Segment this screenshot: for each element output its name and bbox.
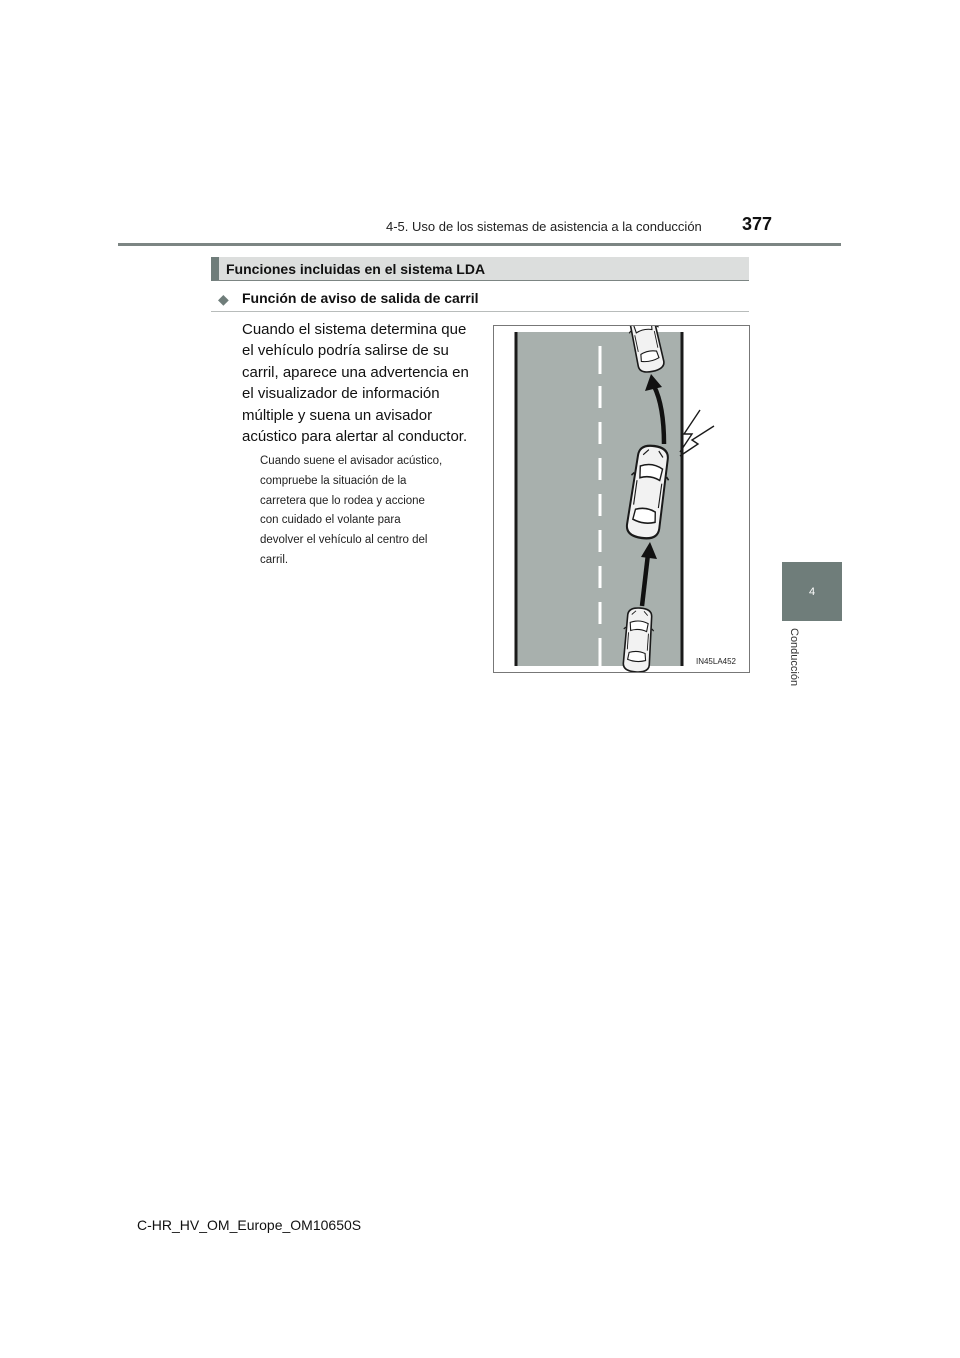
note-line: compruebe la situación de la bbox=[260, 474, 407, 487]
chapter-number: 4 bbox=[808, 585, 816, 598]
diamond-icon: ◆ bbox=[218, 291, 229, 307]
note-line: carril. bbox=[260, 553, 289, 566]
footer-document-code: C-HR_HV_OM_Europe_OM10650S bbox=[137, 1217, 362, 1233]
note-line: carretera que lo rodea y accione bbox=[260, 494, 425, 507]
body-line: el visualizador de información bbox=[242, 385, 440, 403]
body-line: Cuando el sistema determina que bbox=[242, 321, 467, 338]
lane-departure-figure bbox=[493, 325, 750, 673]
chapter-label-wrap bbox=[784, 628, 804, 708]
header-rule bbox=[118, 243, 841, 246]
body-line: acústico para alertar al conductor. bbox=[242, 428, 468, 446]
running-header-section: 4-5. Uso de los sistemas de asistencia a la conducción bbox=[386, 219, 702, 234]
section-title: Funciones incluidas en el sistema LDA bbox=[226, 261, 486, 277]
note-paragraph bbox=[260, 452, 478, 571]
body-line: carril, aparece una advertencia en bbox=[242, 363, 469, 381]
chapter-label: Conducción bbox=[788, 628, 800, 687]
figure-svg bbox=[494, 326, 749, 672]
note-line: devolver el vehículo al centro del bbox=[260, 534, 428, 547]
subsection-rule bbox=[211, 311, 749, 312]
note-line: Cuando suene el avisador acústico, bbox=[260, 455, 443, 467]
page-number: 377 bbox=[742, 214, 773, 234]
warning-spark-icon bbox=[680, 410, 714, 456]
figure-code: IN45LA452 bbox=[695, 657, 736, 666]
body-line: múltiple y suena un avisador bbox=[242, 406, 433, 424]
body-paragraph bbox=[242, 319, 478, 447]
chapter-tab bbox=[782, 562, 842, 621]
note-line: con cuidado el volante para bbox=[260, 514, 401, 527]
subsection-title: Función de aviso de salida de carril bbox=[242, 290, 479, 306]
body-line: el vehículo podría salirse de su bbox=[242, 342, 449, 360]
